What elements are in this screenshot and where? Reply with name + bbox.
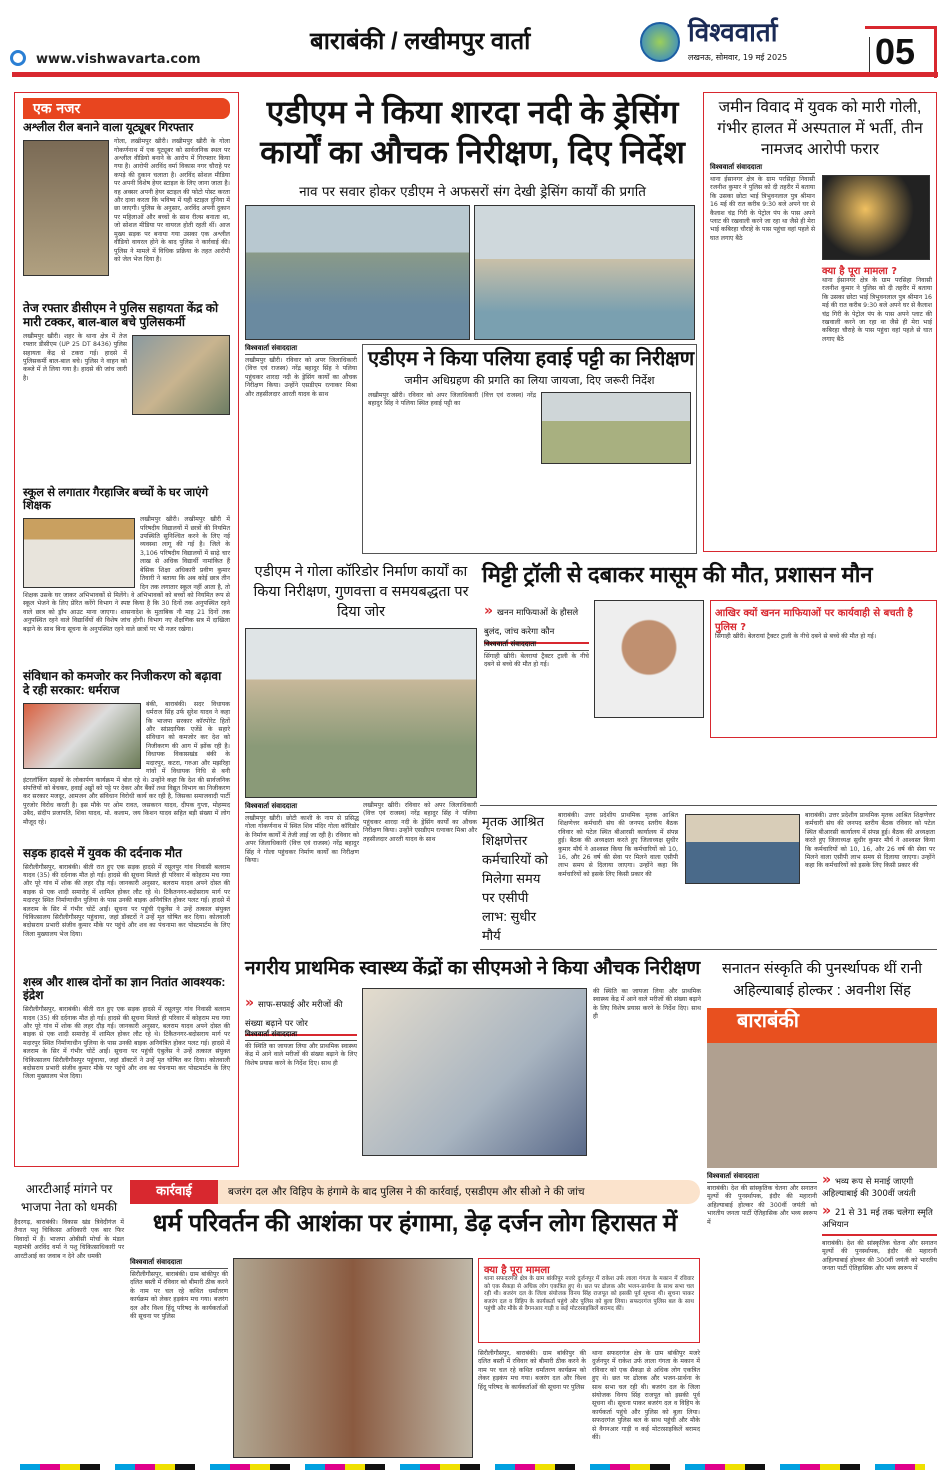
- conversion-kicker-bar: [130, 1180, 700, 1204]
- body-school: लखीमपुर खीरी। लखीमपुर खीरी में परिषदीय विद्यालयों में छात्रों की नियमित उपस्थिति सुनिश्चित करने के लिए नई व्यवस्था लागू की गई है। जिले के 3,106 परिषदीय विद्यालयों में साढ़े चार लाख से अधिक विद्यार्थी नामांकित हैं बेसिक शिक्षा अधिकारी प्रवीण कुमार तिवारी ने बताया कि अब कोई छात्र तीन दिन तक लगातार स्कूल नहीं आता है, तो शिक्षक उसके घर जाकर अभिभावकों से मिलेंगे। वे अभिभावकों को बच्चों को नियमित रूप से स्कूल भेजने के लिए प्रेरित करेंगे विभाग ने स्पष्ट किया है कि 30 दिनों तक अनुपस्थित रहने वाले छात्र को ड्रॉप आउट माना जाएगा। शासनादेश के मुताबिक नौ माह 21 दिनों तक अनुपस्थित रहने वाले विद्यार्थियों की विशेष जांच होगी। विभाग नए शैक्षणिक सत्र में दाखिला बढ़ाने के साथ बिना सूचना के अनुपस्थित रहने वाले छात्रों पर भी नजर रखेगा।: [23, 516, 230, 633]
- body-samvidhan: बंकी, बाराबंकी। सदर विधायक धर्मराज सिंह उर्फ सुरेश यादव ने कहा कि भाजपा सरकार कॉरपोरेट हितों और सांप्रदायिक एजेंडे के सहारे संविधान को कमजोर कर देश को निजीकरण की आग में झोंक रही है। विधायक विकासखंड बंकी के मदारपुर, कटरा, गरुआ और मझरिहा गांवों में विधायक निधि से बनी इंटरलॉकिंग सड़कों के लोकार्पण कार्यक्रम में बोल रहे थे। उन्होंने कहा कि देश की सार्वजनिक संपत्तियों को बेचकर, हवाई अड्डों को पट्टे पर देकर और बैंकों तथा विद्युत विभाग का निजीकरण कर सरकार मजदूर, आमजन और संविधान विरोधी कार्य कर रही है, जिसका समाजवादी पार्टी पुरजोर विरोध करती है। इस मौके पर ओम रावत, जसकरन यादव, दीपक गुप्ता, मोहम्मद उबैद, संदीप प्रजापति, शिवा यादव, मो. कलाम, जय किशन यादव सहित बड़ी संख्या में लोग मौजूद रहे।: [23, 700, 230, 826]
- palia-body: लखीमपुर खीरी। रविवार को अपर जिलाधिकारी (वित्त एवं राजस्व) नरेंद्र बहादुर सिंह ने पलिया स्थित हवाई पट्टी का: [368, 392, 536, 408]
- karvai-tag: कार्रवाई: [130, 1180, 218, 1204]
- palia-headline: एडीएम ने किया पलिया हवाई पट्टी का निरीक्षण: [368, 348, 695, 370]
- body-youtuber: गोला, लखीमपुर खीरी। लखीमपुर खीरी के गोला गोकर्णनाथ में एक यूट्यूबर को सार्वजनिक स्थल पर अश्लील वीडियो बनाने के आरोप में गिरफ्तार किया गया है। आरोपी अरविंद वर्मा विकास नगर चौराहे पर कपड़े की दुकान चलाता है। अरविंद सोशल मीडिया पर अपनी विशेष हेयर स्टाइल के लिए जाना जाता है। वह अक्सर अपनी हेयर स्टाइल की फोटो पोस्ट करता और दावा करता कि भविष्य में यही स्टाइल दुनिया में छा जाएगी। पुलिस के अनुसार, अरविंद अपनी दुकान पर महिलाओं और बच्चों के साथ रील्स बनाता था, जो सोशल मीडिया पर वायरल होती रहती थीं। आज मुख्य सड़क पर बनाया गया उसका एक अश्लील वीडियो वायरल होने के बाद पुलिस ने कार्रवाई की। पुलिस ने मामले में विधिक प्रक्रिया के तहत आरोपी को जेल भेज दिया है।: [114, 138, 230, 263]
- rti-story: [14, 1180, 124, 1460]
- conversion-body-2: सिरौलीगौसपुर, बाराबंकी। ग्राम बांकीपुर की दलित बस्ती में रविवार को बीमारी ठीक करने के नाम पर चल रहे कथित धर्मांतरण कार्यक्रम को लेकर हड़कंप मच गया। बजरंग दल और विश्व हिंदू परिषद के कार्यकर्ताओं की सूचना पर पुलिस: [478, 1350, 586, 1391]
- sanatan-body-2: बाराबंकी। देश की सांस्कृतिक चेतना और सनातन मूल्यों की पुनर्स्थापक, इंदौर की महारानी अहिल्याबाई होल्कर की 300वीं जयंती को भारतीय जनता पार्टी ऐतिहासिक और भव्य स्वरूप में: [822, 1240, 937, 1273]
- firing-headline: जमीन विवाद में युवक को मारी गोली, गंभीर हालत में अस्पताल में भर्ती, तीन नामजद आरोपी फरार: [717, 99, 923, 158]
- cmo-headline: नगरीय प्राथमिक स्वास्थ्य केंद्रों का सीएमओ ने किया औचक निरीक्षण: [245, 958, 701, 979]
- palia-subhead: जमीन अधिग्रहण की प्रगति का लिया जायजा, दिए जरूरी निर्देश: [404, 374, 655, 387]
- mritak-body-2: बाराबंकी। उत्तर प्रदेशीय प्राथमिक मृतक आश्रित शिक्षणेत्तर कर्मचारी संघ की जनपद स्तरीय बैठक रविवार को पटेल स्थित बीआरसी कार्यालय में संपन्न हुई। बैठक की अध्यक्षता करते हुए जिलाध्यक्ष सुधीर कुमार मौर्य ने आश्वस्त किया कि कर्मचारियों को 10, 16, और 26 वर्ष की सेवा पर मिलने वाला एसीपी लाभ समय से दिलाया जाएगा। उन्होंने कहा कि कर्मचारियों को इसके लिए किसी प्रकार की: [805, 812, 935, 870]
- trolley-headline: मिट्टी ट्रॉली से दबाकर मासूम की मौत, प्रशासन मौन: [482, 562, 873, 587]
- conversion-box-title: क्या है पूरा मामला: [484, 1265, 550, 1276]
- photo-sanatan: [707, 1008, 937, 1168]
- cmo-body-col: [245, 1030, 357, 1165]
- trolley-body: सिंगाही खीरी। बेलरायां ट्रैक्टर ट्राली के नीचे दबने से बच्चे की मौत हो गई।: [484, 653, 589, 669]
- conversion-box: [478, 1258, 700, 1343]
- lead-subhead: नाव पर सवार होकर एडीएम ने अफसरों संग देखी ड्रेसिंग कार्यों की प्रगति: [299, 184, 646, 200]
- paper-logo-icon: [640, 22, 680, 62]
- sanatan-bullet-1-text: भव्य रूप से मनाई जाएगी अहिल्याबाई की 300वीं जयंती: [822, 1177, 916, 1199]
- headline-shastra: शस्त्र और शास्त्र दोनों का ज्ञान नितांत आवश्यक: इंद्रेश: [23, 974, 226, 1003]
- headline-youtuber: अश्लील रील बनाने वाला यूट्यूबर गिरफ्तार: [23, 122, 194, 134]
- photo-dcm: [132, 335, 230, 415]
- firing-box-body: थाना ईसानगर क्षेत्र के ग्राम परसिहा निवासी रजनीश कुमार ने पुलिस को दी तहरीर में बताया कि उसका छोटा भाई त्रिभुवनलाल पुत्र श्रीमान 16 मई की रात करीब 9:30 बजे अपने घर से कैलाश चंद्र गिरी के पेट्रोल पंप के पास अपने प्लाट की रखवाली करने जा रहा था जैसे ही मेरा भाई कबिरहा चौराहे के पास पहुंचा वहां पहले से घात लगाए बैठे: [822, 277, 932, 343]
- masthead: [0, 0, 945, 80]
- chevron-icon: »: [245, 995, 255, 1011]
- mritak-headline: मृतक आश्रित शिक्षणेत्तर कर्मचारियों को मिलेगा समय पर एसीपी लाभ: सुधीर मौर्य: [482, 814, 548, 943]
- conversion-kicker: बजरंग दल और विहिप के हंगामे के बाद पुलिस ने की कार्रवाई, एसडीएम और सीओ ने की जांच: [228, 1186, 585, 1198]
- dateline: लखनऊ, सोमवार, 19 मई 2025: [688, 53, 788, 62]
- sanatan-body-col: [707, 1172, 817, 1462]
- cmo-body-2: की स्थिति का जायजा लिया और प्राथमिक स्वास्थ्य केंद्र में आने वाले मरीजों की संख्या बढ़ाने के लिए विशेष प्रयास करने के निर्देश दिए। साथ ही: [593, 988, 701, 1021]
- headline-samvidhan: संविधान को कमजोर कर निजीकरण को बढ़ावा दे रही सरकार: धर्मराज: [23, 669, 222, 698]
- body-shastra: सिरौलीगौसपुर, बाराबंकी। बीती रात हुए एक सड़क हादसे में रसूलपुर गांव निवासी बलराम यादव (35) की दर्दनाक मौत हो गई। हादसे की सूचना मिलते ही परिवार में कोहराम मच गया और पूरे गांव में शोक की लहर दौड़ गई। जानकारी अनुसार, बलराम यादव अपने दोस्त की बाइक से एक शादी समारोह में शामिल होकर लौट रहे थे। टिकैतनगर-बदोसराय मार्ग पर मदारपुर स्थित निर्माणाधीन पुलिया के पास उनकी बाइक अनियंत्रित होकर पलट गई। हादसे में बलराम के सिर में गंभीर चोटें आईं। सूचना पर पहुंची एंबुलेंस ने उन्हें तत्काल संयुक्त चिकित्सालय सिरौलीगौसपुर पहुंचाया, जहां डॉक्टरों ने उन्हें मृत घोषित कर दिया। कोतवाली बदोसराय प्रभारी संजीव कुमार मौके पर पहुंचे और शव का पंचनामा कर पोस्टमार्टम के लिए जिला मुख्यालय भेज दिया।: [23, 1006, 230, 1081]
- gola-story: [245, 562, 477, 952]
- chevron-icon: »: [484, 603, 494, 619]
- ie-icon: [10, 50, 26, 66]
- paper-name: विश्ववार्ता: [688, 17, 778, 47]
- gola-body-2: लखीमपुर खीरी। रविवार को अपर जिलाधिकारी (वित्त एवं राजस्व) नरेंद्र बहादुर सिंह ने पलिया पहुंचकर शारदा नदी के ड्रेसिंग कार्यों का औचक निरीक्षण किया। उन्होंने एसडीएम रत्नाकर मिश्रा और तहसीलदार आरती यादव के साथ: [363, 802, 477, 843]
- byline: विश्ववार्ता संवाददाता: [707, 1172, 817, 1183]
- trolley-box-body: सिंगाही खीरी। बेलरायां ट्रैक्टर ट्राली के नीचे दबने से बच्चे की मौत हो गई।: [715, 633, 877, 640]
- photo-school: [23, 518, 135, 588]
- sanatan-bullets: [822, 1172, 937, 1236]
- byline: विश्ववार्ता संवाददाता: [130, 1258, 228, 1269]
- trolley-box: [710, 600, 937, 738]
- lead-body-column: [245, 344, 357, 554]
- byline: विश्ववार्ता संवाददाता: [245, 802, 359, 813]
- conversion-body: सिरौलीगौसपुर, बाराबंकी। ग्राम बांकीपुर की दलित बस्ती में रविवार को बीमारी ठीक करने के नाम पर चल रहे कथित धर्मांतरण कार्यक्रम को लेकर हड़कंप मच गया। बजरंग दल और विश्व हिंदू परिषद के कार्यकर्ताओं की सूचना पर पुलिस: [130, 1271, 228, 1321]
- masthead-rule: [12, 72, 938, 77]
- byline: विश्ववार्ता संवाददाता: [245, 344, 357, 355]
- right-top-story: [703, 92, 937, 552]
- firing-box-title: क्या है पूरा मामला ?: [822, 266, 898, 277]
- page-number-box: [865, 26, 937, 78]
- palia-story: [362, 344, 697, 554]
- lead-headline: एडीएम ने किया शारदा नदी के ड्रेसिंग कार्यों का औचक निरीक्षण, दिए निर्देश: [260, 94, 685, 170]
- conversion-body-col: [130, 1258, 228, 1463]
- photo-boat-2: [474, 205, 695, 340]
- conversion-body-3: थाना सफदरगंज क्षेत्र के ग्राम बांकीपुर मजरे दुर्जनपुर में राकेश उर्फ लाला गंगता के मकान में रविवार को एक सैकड़ा से अधिक लोग एकत्रित हुए थे। छत पर ढोलक और भजन-प्रार्थना के साथ सभा चल रही थी। बजरंग दल के जिला संयोजक विनय सिंह राजपूत को इसकी पूर्व सूचना थी। सूचना पाकर बजरंग दल व विहिप के कार्यकर्ता पहुंचे और पुलिस को बुला लिया। सफदरगंज पुलिस बल के साथ पहुंची और मौके से वैगनआर गाड़ी व कई मोटरसाइकिलें बरामद कीं।: [592, 1350, 700, 1442]
- sanatan-body: बाराबंकी। देश की सांस्कृतिक चेतना और सनातन मूल्यों की पुनर्स्थापक, इंदौर की महारानी अहिल्याबाई होल्कर की 300वीं जयंती को भारतीय जनता पार्टी ऐतिहासिक और भव्य स्वरूप में: [707, 1185, 817, 1226]
- byline: विश्ववार्ता संवाददाता: [484, 640, 589, 651]
- firing-box: [822, 263, 932, 548]
- headline-road-accident: सड़क हादसे में युवक की दर्दनाक मौत: [23, 845, 182, 860]
- photo-cmo: [362, 988, 587, 1156]
- firing-body: थाना ईसानगर क्षेत्र के ग्राम परसिहा निवासी रजनीश कुमार ने पुलिस को दी तहरीर में बताया कि उसका छोटा भाई त्रिभुवनलाल पुत्र श्रीमान 16 मई की रात करीब 9:30 बजे अपने घर से कैलाश चंद्र गिरी के पेट्रोल पंप के पास अपने प्लाट की रखवाली करने जा रहा था जैसे ही मेरा भाई कबिरहा चौराहे के पास पहुंचा वहां पहले से घात लगाए बैठे: [710, 176, 815, 242]
- photo-gun: [822, 175, 930, 260]
- trolley-bullet: [484, 600, 589, 644]
- photo-palia: [541, 392, 691, 464]
- mritak-story: [480, 805, 937, 950]
- photo-sanatan-banner-text: बाराबंकी: [737, 1010, 799, 1032]
- sanatan-bullet-1: [822, 1172, 937, 1199]
- left-column: [14, 92, 239, 1167]
- byline: विश्ववार्ता संवाददाता: [245, 1030, 357, 1041]
- body-dcm: लखीमपुर खीरी। शहर के थाना क्षेत्र में तेज रफ्तार डीसीएम (UP 25 DT 8436) पुलिस सहायता केंद्र से टकरा गई। हादसे में पुलिसकर्मी बाल-बाल बचे। पुलिस ने वाहन को कब्जे में ले लिया गया है। हादसे की जांच जारी है।: [23, 332, 127, 382]
- print-color-bar: [20, 1464, 925, 1470]
- ek-nazar-banner: एक नजर: [23, 98, 230, 119]
- body-road-accident: सिरौलीगौसपुर, बाराबंकी। बीती रात हुए एक सड़क हादसे में रसूलपुर गांव निवासी बलराम यादव (35) की दर्दनाक मौत हो गई। हादसे की सूचना मिलते ही परिवार में कोहराम मच गया और पूरे गांव में शोक की लहर दौड़ गई। जानकारी अनुसार, बलराम यादव अपने दोस्त की बाइक से एक शादी समारोह में शामिल होकर लौट रहे थे। टिकैतनगर-बदोसराय मार्ग पर मदारपुर स्थित निर्माणाधीन पुलिया के पास उनकी बाइक अनियंत्रित होकर पलट गई। हादसे में बलराम के सिर में गंभीर चोटें आईं। सूचना पर पहुंची एंबुलेंस ने उन्हें तत्काल संयुक्त चिकित्सालय सिरौलीगौसपुर पहुंचाया, जहां डॉक्टरों ने उन्हें मृत घोषित कर दिया। कोतवाली बदोसराय प्रभारी संजीव कुमार मौके पर पहुंचे और शव का पंचनामा कर पोस्टमार्टम के लिए जिला मुख्यालय भेज दिया।: [23, 863, 230, 938]
- photo-boat-1: [245, 205, 470, 340]
- gola-headline: एडीएम ने गोला कॉरिडोर निर्माण कार्यों का किया निरीक्षण, गुणवत्ता व समयबद्धता पर दिया जोर: [253, 564, 469, 620]
- divider: [869, 37, 870, 73]
- photo-conversion: [233, 1258, 473, 1458]
- conversion-box-body: थाना सफदरगंज क्षेत्र के ग्राम बांकीपुर मजरे दुर्जनपुर में राकेश उर्फ लाला गंगता के मकान में रविवार को एक सैकड़ा से अधिक लोग एकत्रित हुए थे। छत पर ढोलक और भजन-प्रार्थना के साथ सभा चल रही थी। बजरंग दल के जिला संयोजक विनय सिंह राजपूत को इसकी पूर्व सूचना थी। सूचना पाकर बजरंग दल व विहिप के कार्यकर्ता पहुंचे और पुलिस को बुला लिया। सफदरगंज पुलिस बल के साथ पहुंची और मौके से वैगनआर गाड़ी व कई मोटरसाइकिलें बरामद कीं।: [484, 1276, 694, 1313]
- trolley-body-col: [484, 640, 589, 800]
- sanatan-headline: सनातन संस्कृति की पुनर्स्थापक थीं रानी अहिल्याबाई होल्कर : अवनीश सिंह: [721, 961, 923, 999]
- chevron-icon: »: [822, 1172, 832, 1188]
- rti-body: हैदरगढ़, बाराबंकी। विकास खंड त्रिवेदीगंज में तैनात पशु चिकित्सा अधिकारी एक बार फिर विवादों में हैं। भाजपा ओबीसी मोर्चा के मंडल महामंत्री अरविंद वर्मा ने पशु चिकित्साधिकारी पर आरटीआई का जवाब न देने और धमकी: [14, 1219, 124, 1260]
- photo-child: [594, 600, 704, 718]
- sanatan-bullet-2: [822, 1203, 937, 1230]
- rti-headline: आरटीआई मांगने पर भाजपा नेता को धमकी: [20, 1182, 118, 1214]
- trolley-bullet-text: खनन माफियाओं के हौसले बुलंद, जांच करेगा कौन: [484, 608, 579, 637]
- conversion-headline: धर्म परिवर्तन की आशंका पर हंगामा, डेढ़ दर्जन लोग हिरासत में: [152, 1210, 678, 1237]
- gola-body: लखीमपुर खीरी। छोटी काशी के नाम से प्रसिद्ध गोला गोकर्णनाथ में स्थित शिव मंदिर गोला कॉरिडोर के निर्माण कार्यों में तेजी लाई जा रही है। रविवार को अपर जिलाधिकारी (वित्त एवं राजस्व) नरेंद्र बहादुर सिंह ने गोला पहुंचकर निर्माण कार्यों का निरीक्षण किया।: [245, 815, 359, 865]
- headline-dcm: तेज रफ्तार डीसीएम ने पुलिस सहायता केंद्र को मारी टक्कर, बाल-बाल बचे पुलिसकर्मी: [23, 301, 219, 330]
- photo-gola: [245, 628, 477, 798]
- page-number: 05: [875, 31, 916, 72]
- photo-mritak: [685, 814, 800, 884]
- lead-body: लखीमपुर खीरी। रविवार को अपर जिलाधिकारी (वित्त एवं राजस्व) नरेंद्र बहादुर सिंह ने पलिया पहुंचकर शारदा नदी के ड्रेसिंग कार्यों का औचक निरीक्षण किया। उन्होंने एसडीएम रत्नाकर मिश्रा और तहसीलदार आरती यादव के साथ: [245, 357, 357, 398]
- byline: विश्ववार्ता संवाददाता: [710, 163, 815, 174]
- cmo-bullet-text: साफ-सफाई और मरीजों की संख्या बढ़ाने पर जोर: [245, 1000, 343, 1029]
- section-title: बाराबंकी / लखीमपुर वार्ता: [310, 28, 531, 55]
- chevron-icon: »: [822, 1203, 832, 1219]
- sanatan-bullet-2-text: 21 से 31 मई तक चलेगा स्मृति अभियान: [822, 1208, 933, 1230]
- photo-youtuber: [23, 140, 109, 276]
- trolley-box-title: आखिर क्यों खनन माफियाओं पर कार्यवाही से बचती है पुलिस ?: [715, 608, 913, 633]
- website-link[interactable]: www.vishwavarta.com: [36, 52, 201, 67]
- photo-samvidhan: [23, 703, 141, 769]
- headline-school: स्कूल से लगातार गैरहाजिर बच्चों के घर जाएंगे शिक्षक: [23, 486, 209, 513]
- mritak-body: बाराबंकी। उत्तर प्रदेशीय प्राथमिक मृतक आश्रित शिक्षणेत्तर कर्मचारी संघ की जनपद स्तरीय बैठक रविवार को पटेल स्थित बीआरसी कार्यालय में संपन्न हुई। बैठक की अध्यक्षता करते हुए जिलाध्यक्ष सुधीर कुमार मौर्य ने आश्वस्त किया कि कर्मचारियों को 10, 16, और 26 वर्ष की सेवा पर मिलने वाला एसीपी लाभ समय से दिलाया जाएगा। उन्होंने कहा कि कर्मचारियों को इसके लिए किसी प्रकार की: [558, 812, 678, 878]
- cmo-body: की स्थिति का जायजा लिया और प्राथमिक स्वास्थ्य केंद्र में आने वाले मरीजों की संख्या बढ़ाने के लिए विशेष प्रयास करने के निर्देश दिए। साथ ही: [245, 1043, 357, 1067]
